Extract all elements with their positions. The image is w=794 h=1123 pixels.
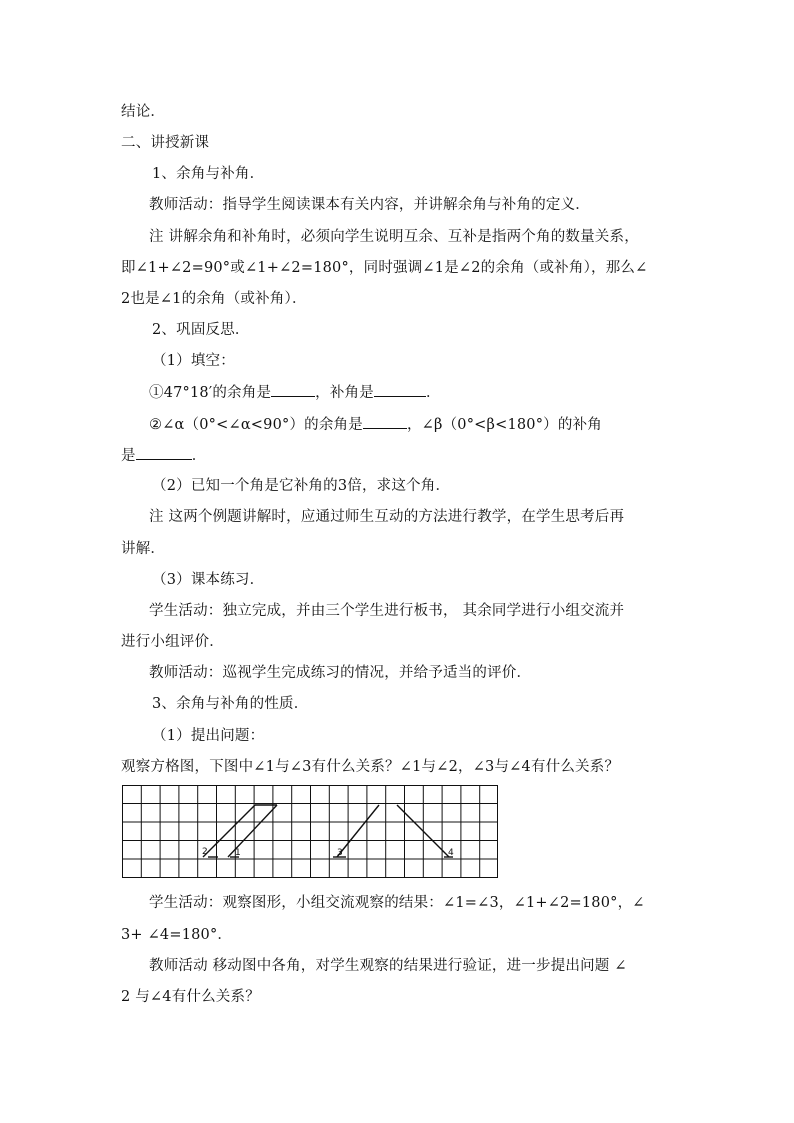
exercise-text: ． (191, 448, 207, 464)
subsection-heading: 1、余角与补角． (152, 166, 265, 182)
answer-blank (374, 382, 426, 397)
text-line: 教师活动：指导学生阅读课本有关内容，并讲解余角与补角的定义． (149, 197, 590, 213)
exercise-line (121, 445, 206, 466)
subsection-heading: 2、巩固反思． (152, 322, 250, 338)
subsection-heading: 3、余角与补角的性质． (152, 696, 309, 712)
grid-lines (122, 785, 498, 878)
angle-2-label: 2 (202, 847, 208, 857)
angle-2-ray (203, 805, 255, 857)
answer-blank (271, 382, 315, 397)
grid-figure (122, 785, 498, 878)
angle-1-label: 1 (235, 848, 241, 858)
exercise-text: ①47°18′的余角是 (149, 385, 272, 401)
text-line: （2）已知一个角是它补角的3倍，求这个角． (152, 478, 451, 494)
text-line: 教师活动：巡视学生完成练习的情况，并给予适当的评价． (149, 665, 532, 681)
text-line: 即∠1+∠2=90°或∠1+∠2=180°，同时强调∠1是∠2的余角（或补角），那么∠ (121, 260, 648, 276)
text-line: 学生活动：独立完成，并由三个学生进行板书， 其余同学进行小组交流并 (149, 603, 625, 619)
text-line: 结论． (121, 104, 166, 120)
text-line: 2 与∠4有什么关系？ (121, 989, 260, 1005)
angle-3-label: 3 (337, 848, 343, 858)
angle-3-ray (337, 805, 379, 857)
angle-grid-diagram (122, 785, 498, 878)
exercise-text: ． (425, 385, 441, 401)
text-line: （1）提出问题： (152, 728, 265, 744)
exercise-text: 是 (121, 448, 136, 464)
answer-blank (136, 445, 192, 460)
exercise-text: ②∠α（0°<∠α<90°）的余角是 (149, 417, 363, 433)
answer-blank (363, 414, 407, 429)
exercise-text: ，∠β（0°<β<180°）的补角 (406, 417, 602, 433)
angle-4-label: 4 (448, 848, 454, 858)
text-line: （1）填空： (152, 353, 235, 369)
question-line: 观察方格图，下图中∠1与∠3有什么关系？∠1与∠2，∠3与∠4有什么关系？ (121, 759, 620, 775)
text-line: 教师活动 移动图中各角，对学生观察的结果进行验证，进一步提出问题 ∠ (149, 958, 627, 974)
text-line: 3+ ∠4=180°． (121, 927, 233, 943)
section-heading: 二、讲授新课 (121, 135, 210, 151)
text-line: （3）课本练习． (152, 572, 265, 588)
text-line: 讲解． (121, 541, 166, 557)
text-line: 进行小组评价． (121, 634, 224, 650)
note-line: 注 讲解余角和补角时，必须向学生说明互余、互补是指两个角的数量关系， (149, 229, 639, 245)
note-line: 注 这两个例题讲解时，应通过师生互动的方法进行教学，在学生思考后再 (149, 509, 625, 525)
text-line: 2也是∠1的余角（或补角）． (121, 291, 307, 307)
text-line: 学生活动：观察图形，小组交流观察的结果：∠1=∠3，∠1+∠2=180°，∠ (149, 895, 645, 911)
exercise-line (149, 382, 441, 403)
exercise-text: ，补角是 (315, 385, 374, 401)
exercise-line (149, 414, 602, 435)
